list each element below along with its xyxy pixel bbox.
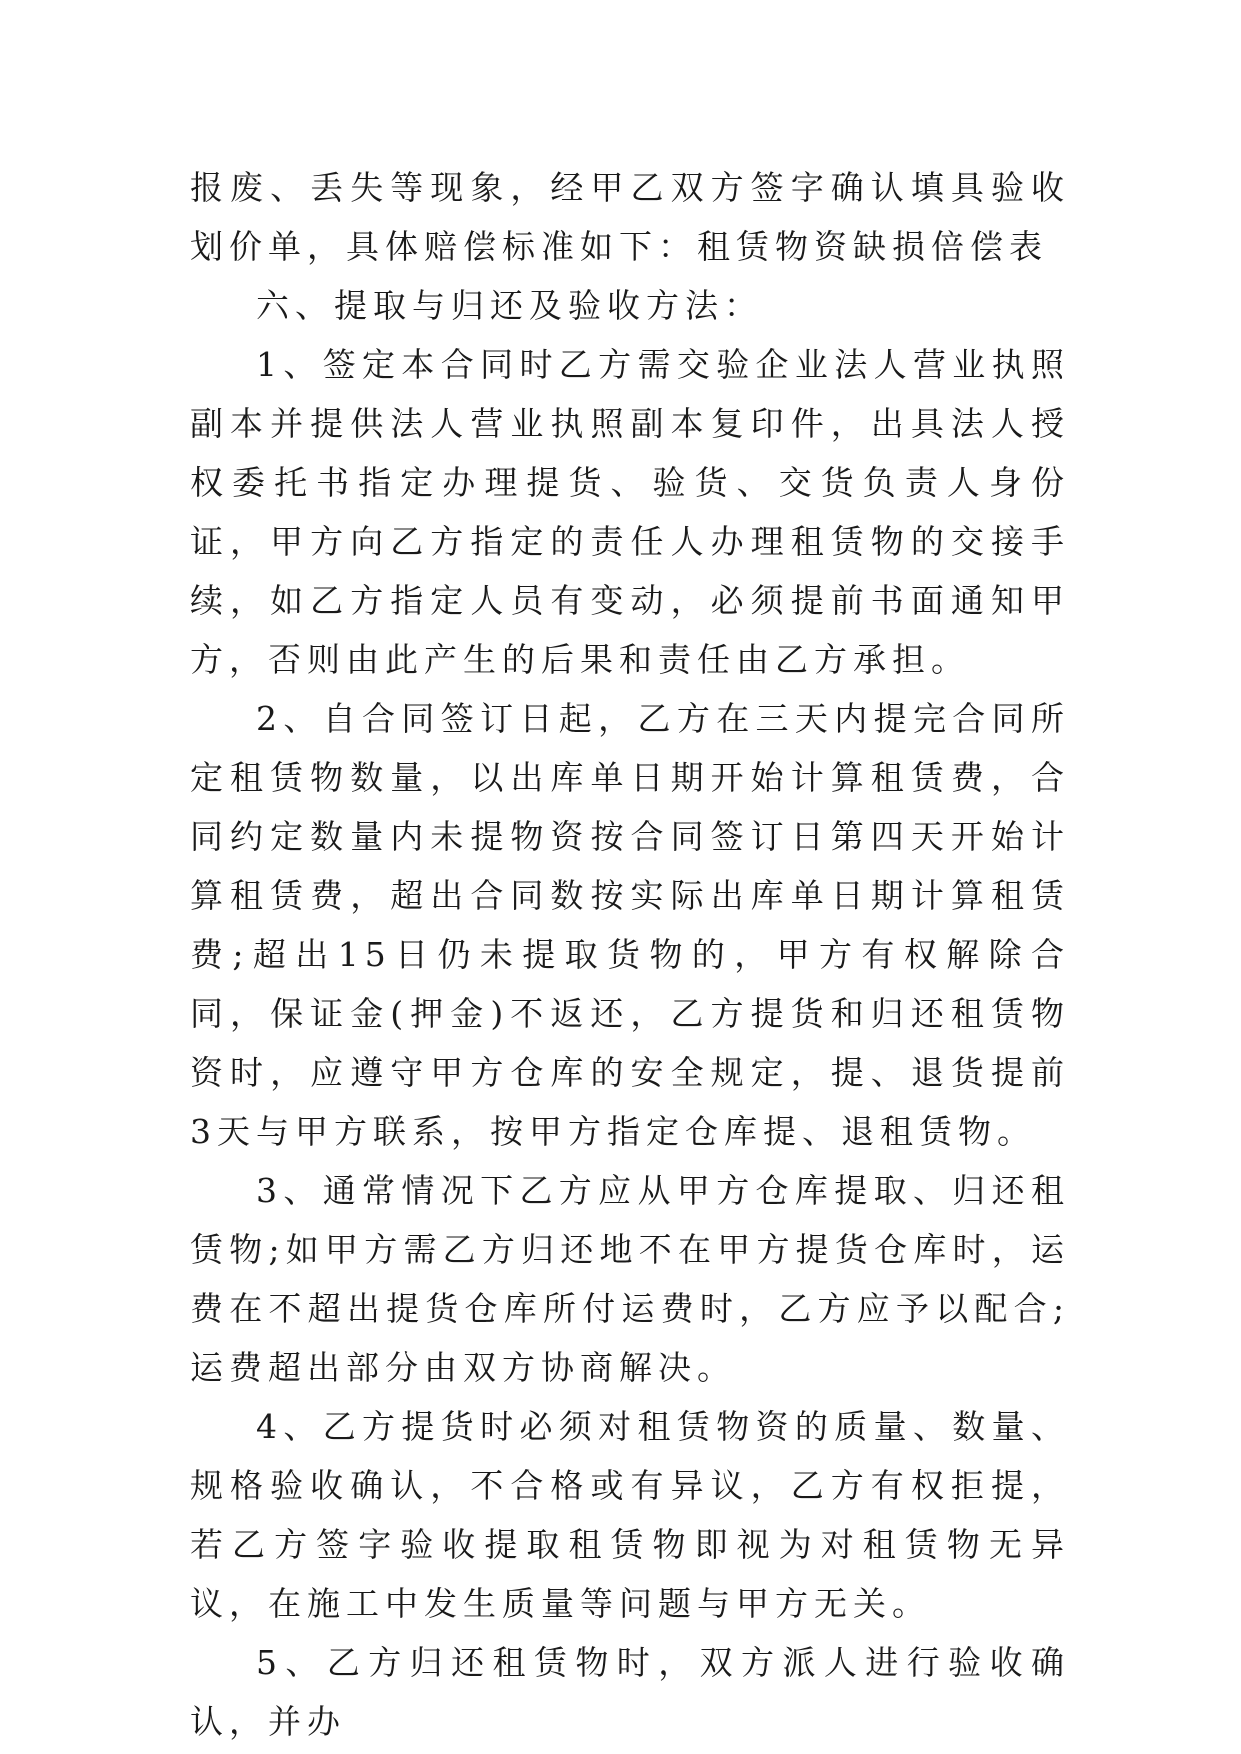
clause-2-paragraph: 2、自合同签订日起，乙方在三天内提完合同所定租赁物数量，以出库单日期开始计算租赁费，合同约定数量内未提物资按合同签订日第四天开始计算租赁费，超出合同数按实际出库单日期计算租赁费;超出15日仍未提取货物的，甲方有权解除合同，保证金(押金)不返还，乙方提货和归还租赁物资时，应遵守甲方仓库的安全规定，提、退货提前3天与甲方联系，按甲方指定仓库提、退租赁物。 xyxy=(190,699,1070,1151)
section-heading-six: 六、提取与归还及验收方法： xyxy=(256,286,763,325)
clause-1-paragraph: 1、签定本合同时乙方需交验企业法人营业执照副本并提供法人营业执照副本复印件，出具法人授权委托书指定办理提货、验货、交货负责人身份证，甲方向乙方指定的责任人办理租赁物的交接手续，如乙方指定人员有变动，必须提前书面通知甲方，否则由此产生的后果和责任由乙方承担。 xyxy=(190,345,1070,679)
document-body xyxy=(190,158,1070,1751)
paragraph-continuation: 报废、丢失等现象，经甲乙双方签字确认填具验收划价单，具体赔偿标准如下：租赁物资缺损倍偿表 xyxy=(190,168,1070,266)
clause-5-paragraph: 5、乙方归还租赁物时，双方派人进行验收确认，并办 xyxy=(190,1643,1070,1741)
clause-3-paragraph: 3、通常情况下乙方应从甲方仓库提取、归还租赁物;如甲方需乙方归还地不在甲方提货仓库时，运费在不超出提货仓库所付运费时，乙方应予以配合;运费超出部分由双方协商解决。 xyxy=(190,1171,1070,1387)
clause-4-paragraph: 4、乙方提货时必须对租赁物资的质量、数量、规格验收确认，不合格或有异议，乙方有权拒提，若乙方签字验收提取租赁物即视为对租赁物无异议，在施工中发生质量等问题与甲方无关。 xyxy=(190,1407,1070,1623)
